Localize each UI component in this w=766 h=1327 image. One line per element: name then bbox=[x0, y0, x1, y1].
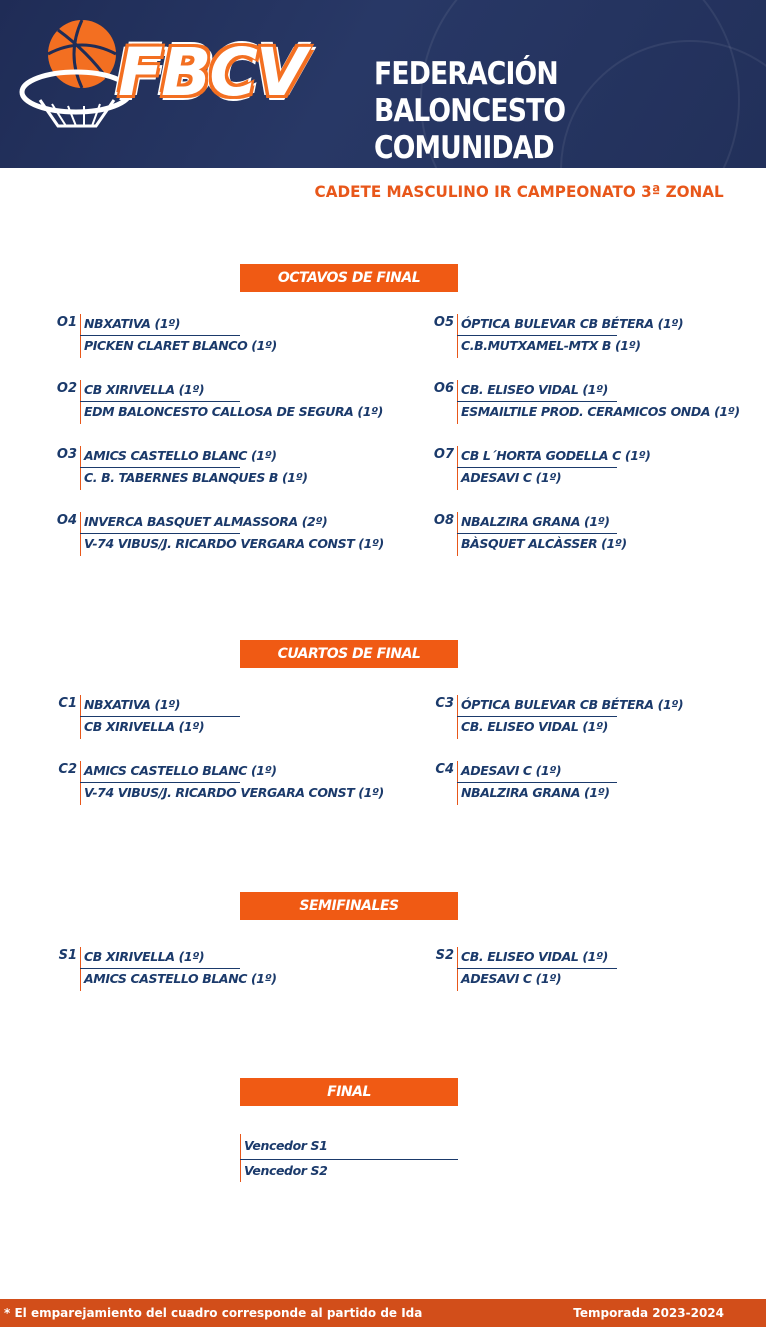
team-home: ADESAVI C (1º) bbox=[461, 763, 562, 778]
team-home: AMICS CASTELLO BLANC (1º) bbox=[84, 448, 277, 463]
round-banner-final: FINAL bbox=[240, 1078, 458, 1106]
bracket-divider bbox=[80, 533, 240, 534]
federation-line-1: FEDERACIÓN BALONCESTO bbox=[374, 56, 566, 129]
team-away: C.B.MUTXAMEL-MTX B (1º) bbox=[461, 338, 641, 353]
team-away: ADESAVI C (1º) bbox=[461, 971, 562, 986]
match-code: S1 bbox=[58, 948, 77, 963]
match-code: O1 bbox=[56, 315, 77, 330]
match-o5 bbox=[433, 314, 757, 358]
bracket-line bbox=[80, 695, 81, 739]
team-away: BÀSQUET ALCÀSSER (1º) bbox=[461, 536, 627, 551]
bracket-divider bbox=[457, 401, 617, 402]
bracket-line bbox=[457, 446, 458, 490]
footer-bar bbox=[0, 1299, 766, 1327]
team-home: ÓPTICA BULEVAR CB BÉTERA (1º) bbox=[461, 316, 684, 331]
team-away: NBALZIRA GRANA (1º) bbox=[461, 785, 610, 800]
bracket-divider bbox=[80, 782, 240, 783]
match-c1 bbox=[58, 695, 420, 739]
bracket-divider bbox=[80, 716, 240, 717]
team-away: PICKEN CLARET BLANCO (1º) bbox=[84, 338, 277, 353]
team-home: CB. ELISEO VIDAL (1º) bbox=[461, 382, 608, 397]
bracket-line bbox=[457, 314, 458, 358]
match-code: O6 bbox=[433, 381, 454, 396]
team-away: V-74 VIBUS/J. RICARDO VERGARA CONST (1º) bbox=[84, 785, 384, 800]
bracket-line bbox=[457, 947, 458, 991]
team-away: Vencedor S2 bbox=[244, 1163, 328, 1178]
logo-wordmark: FBCV bbox=[118, 34, 305, 111]
team-home: NBXATIVA (1º) bbox=[84, 316, 181, 331]
bracket-divider bbox=[80, 335, 240, 336]
round-banner-octavos: OCTAVOS DE FINAL bbox=[240, 264, 458, 292]
team-away: AMICS CASTELLO BLANC (1º) bbox=[84, 971, 277, 986]
bracket-line bbox=[80, 761, 81, 805]
match-c2 bbox=[58, 761, 420, 805]
match-code: O7 bbox=[433, 447, 454, 462]
team-home: NBALZIRA GRANA (1º) bbox=[461, 514, 610, 529]
bracket-line bbox=[80, 314, 81, 358]
team-home: CB XIRIVELLA (1º) bbox=[84, 949, 205, 964]
team-away: ADESAVI C (1º) bbox=[461, 470, 562, 485]
match-c3 bbox=[435, 695, 757, 739]
team-away: CB XIRIVELLA (1º) bbox=[84, 719, 205, 734]
team-away: V-74 VIBUS/J. RICARDO VERGARA CONST (1º) bbox=[84, 536, 384, 551]
match-c4 bbox=[435, 761, 757, 805]
match-o1 bbox=[56, 314, 420, 358]
bracket-line bbox=[457, 695, 458, 739]
bracket-divider bbox=[457, 335, 617, 336]
team-away: EDM BALONCESTO CALLOSA DE SEGURA (1º) bbox=[84, 404, 383, 419]
header-banner bbox=[0, 0, 766, 168]
team-away: ESMAILTILE PROD. CERAMICOS ONDA (1º) bbox=[461, 404, 740, 419]
competition-title: CADETE MASCULINO IR CAMPEONATO 3ª ZONAL bbox=[314, 182, 724, 201]
bracket-divider bbox=[80, 401, 240, 402]
round-banner-cuartos: CUARTOS DE FINAL bbox=[240, 640, 458, 668]
bracket-divider bbox=[457, 782, 617, 783]
bracket-divider bbox=[457, 533, 617, 534]
team-away: C. B. TABERNES BLANQUES B (1º) bbox=[84, 470, 308, 485]
match-code: O8 bbox=[433, 513, 454, 528]
bracket-line bbox=[457, 512, 458, 556]
match-code: O2 bbox=[56, 381, 77, 396]
bracket-line bbox=[80, 446, 81, 490]
match-o2 bbox=[56, 380, 420, 424]
bracket-line bbox=[457, 761, 458, 805]
match-o6 bbox=[433, 380, 757, 424]
team-home: CB XIRIVELLA (1º) bbox=[84, 382, 205, 397]
bracket-divider bbox=[80, 968, 240, 969]
match-code: O4 bbox=[56, 513, 77, 528]
team-home: CB L´HORTA GODELLA C (1º) bbox=[461, 448, 651, 463]
bracket-line bbox=[240, 1134, 241, 1182]
fbcv-logo bbox=[18, 14, 368, 134]
match-code: O5 bbox=[433, 315, 454, 330]
bracket-line bbox=[80, 947, 81, 991]
match-code: C2 bbox=[58, 762, 77, 777]
team-home: CB. ELISEO VIDAL (1º) bbox=[461, 949, 608, 964]
match-o8 bbox=[433, 512, 757, 556]
match-code: C1 bbox=[58, 696, 77, 711]
team-home: AMICS CASTELLO BLANC (1º) bbox=[84, 763, 277, 778]
round-banner-semifinales: SEMIFINALES bbox=[240, 892, 458, 920]
season-label: Temporada 2023-2024 bbox=[573, 1306, 724, 1320]
team-away: CB. ELISEO VIDAL (1º) bbox=[461, 719, 608, 734]
bracket-divider bbox=[457, 968, 617, 969]
match-code: C3 bbox=[435, 696, 454, 711]
federation-name bbox=[374, 56, 711, 168]
team-home: NBXATIVA (1º) bbox=[84, 697, 181, 712]
match-final bbox=[240, 1134, 458, 1182]
bracket-line bbox=[80, 380, 81, 424]
bracket-divider bbox=[457, 467, 617, 468]
team-home: Vencedor S1 bbox=[244, 1138, 328, 1153]
team-home: ÓPTICA BULEVAR CB BÉTERA (1º) bbox=[461, 697, 684, 712]
bracket-line bbox=[457, 380, 458, 424]
match-s1 bbox=[58, 947, 420, 991]
federation-line-2: COMUNIDAD bbox=[374, 130, 554, 166]
bracket-divider bbox=[80, 467, 240, 468]
bracket-line bbox=[80, 512, 81, 556]
match-o7 bbox=[433, 446, 757, 490]
match-o4 bbox=[56, 512, 420, 556]
bracket-divider bbox=[240, 1159, 458, 1160]
match-code: C4 bbox=[435, 762, 454, 777]
team-home: INVERCA BASQUET ALMASSORA (2º) bbox=[84, 514, 328, 529]
match-s2 bbox=[435, 947, 757, 991]
match-code: S2 bbox=[435, 948, 454, 963]
match-code: O3 bbox=[56, 447, 77, 462]
match-o3 bbox=[56, 446, 420, 490]
footer-note: * El emparejamiento del cuadro corresponde al partido de Ida bbox=[4, 1306, 423, 1320]
bracket-divider bbox=[457, 716, 617, 717]
